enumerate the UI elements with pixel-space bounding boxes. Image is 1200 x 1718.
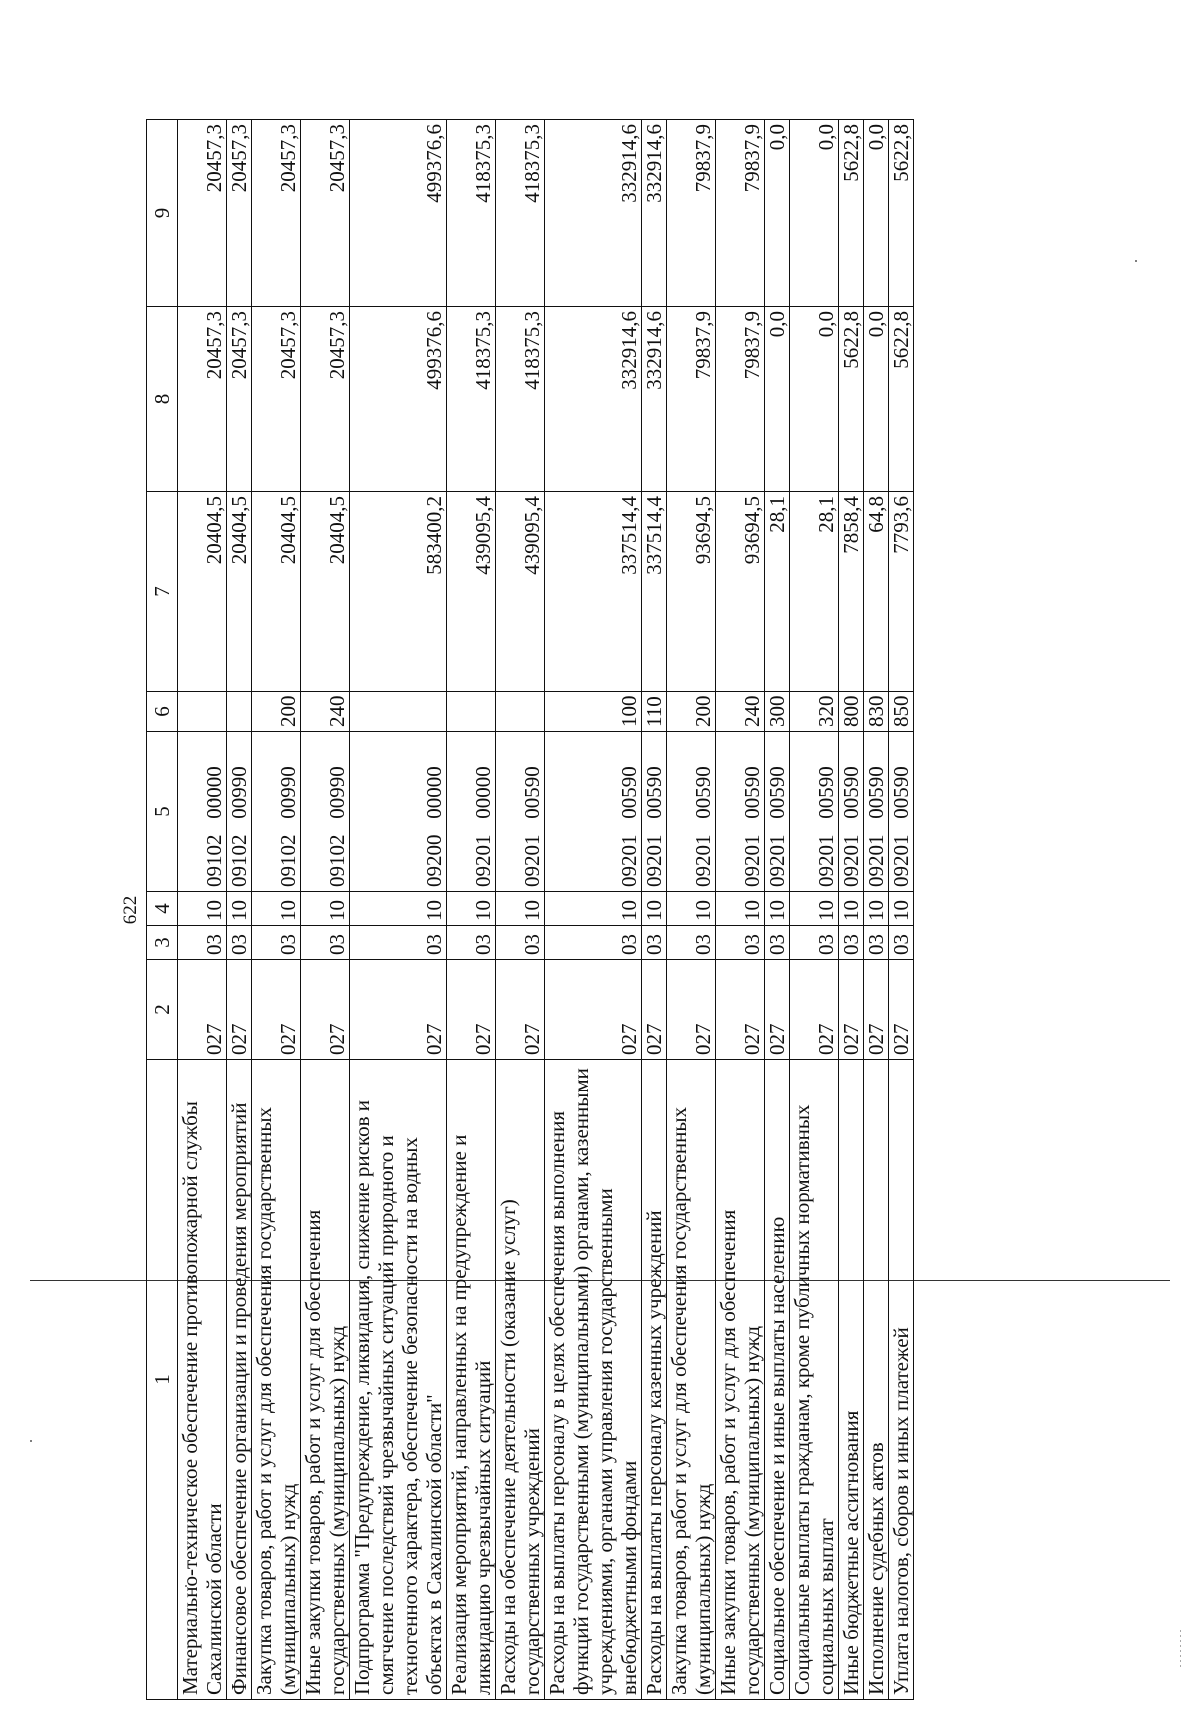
table-row xyxy=(350,120,447,1700)
col-7: 439095,4 xyxy=(447,492,496,692)
col-9: 20457,3 xyxy=(252,120,301,307)
header-cell: 2 xyxy=(147,960,178,1060)
col-4: 10 xyxy=(667,892,716,926)
col-4: 10 xyxy=(227,892,252,926)
col-9: 0,0 xyxy=(765,120,790,307)
row-name: Иные закупки товаров, работ и услуг для обеспечения государственных (муниципальных) нужд xyxy=(716,1060,765,1700)
col-4: 10 xyxy=(350,892,447,926)
budget-table xyxy=(146,119,914,1700)
row-name: Расходы на обеспечение деятельности (оказание услуг) государственных учреждений xyxy=(496,1060,545,1700)
col-5 xyxy=(252,732,301,892)
table-row xyxy=(301,120,350,1700)
col-3: 03 xyxy=(839,926,864,960)
row-name: Финансовое обеспечение организации и проведения мероприятий xyxy=(227,1060,252,1700)
col-2: 027 xyxy=(889,960,914,1060)
col-3: 03 xyxy=(864,926,889,960)
col-4: 10 xyxy=(496,892,545,926)
col-5 xyxy=(839,732,864,892)
row-name: Расходы на выплаты персоналу в целях обеспечения выполнения функций государственными (муниципальными) органами, казенными учреждениями, органами управления государственными внебюджетными фондами xyxy=(545,1060,642,1700)
col-4: 10 xyxy=(765,892,790,926)
col-5a: 09201 xyxy=(691,834,715,887)
col-2: 027 xyxy=(447,960,496,1060)
row-name: Социальное обеспечение и иные выплаты населению xyxy=(765,1060,790,1700)
col-9: 20457,3 xyxy=(227,120,252,307)
col-9: 79837,9 xyxy=(716,120,765,307)
col-7: 583400,2 xyxy=(350,492,447,692)
col-5a: 09102 xyxy=(227,834,251,887)
col-5 xyxy=(790,732,839,892)
col-3: 03 xyxy=(889,926,914,960)
col-2: 027 xyxy=(252,960,301,1060)
col-6 xyxy=(447,692,496,732)
col-6: 830 xyxy=(864,692,889,732)
col-6: 300 xyxy=(765,692,790,732)
col-5b: 00590 xyxy=(520,766,544,819)
col-3: 03 xyxy=(350,926,447,960)
row-name: Иные закупки товаров, работ и услуг для обеспечения государственных (муниципальных) нужд xyxy=(301,1060,350,1700)
col-6: 110 xyxy=(642,692,667,732)
col-8: 332914,6 xyxy=(545,307,642,492)
col-8: 332914,6 xyxy=(642,307,667,492)
row-name: Реализация мероприятий, направленных на предупреждение и ликвидацию чрезвычайных ситуаций xyxy=(447,1060,496,1700)
col-5b: 00590 xyxy=(740,766,764,819)
col-3: 03 xyxy=(642,926,667,960)
col-5b: 00590 xyxy=(864,766,888,819)
col-3: 03 xyxy=(496,926,545,960)
col-6: 800 xyxy=(839,692,864,732)
header-cell: 4 xyxy=(147,892,178,926)
col-7: 93694,5 xyxy=(667,492,716,692)
row-name: Подпрограмма "Предупреждение, ликвидация, снижение рисков и смягчение последствий чрезвычайных ситуаций природного и техногенного характера, обеспечение безопасности на водных объектах в Сахалинской области" xyxy=(350,1060,447,1700)
row-name: Уплата налогов, сборов и иных платежей xyxy=(889,1060,914,1700)
col-5b: 00590 xyxy=(765,766,789,819)
col-8: 5622,8 xyxy=(839,307,864,492)
table-row xyxy=(790,120,839,1700)
col-7: 20404,5 xyxy=(227,492,252,692)
col-5a: 09200 xyxy=(422,834,446,887)
col-5a: 09201 xyxy=(864,834,888,887)
header-cell: 7 xyxy=(147,492,178,692)
table-row xyxy=(252,120,301,1700)
col-4: 10 xyxy=(790,892,839,926)
col-4: 10 xyxy=(301,892,350,926)
col-4: 10 xyxy=(716,892,765,926)
col-5b: 00990 xyxy=(276,766,300,819)
row-name: Расходы на выплаты персоналу казенных учреждений xyxy=(642,1060,667,1700)
col-2: 027 xyxy=(545,960,642,1060)
table-row xyxy=(889,120,914,1700)
col-5a: 09102 xyxy=(325,834,349,887)
col-9: 0,0 xyxy=(790,120,839,307)
col-2: 027 xyxy=(350,960,447,1060)
col-5 xyxy=(642,732,667,892)
col-9: 418375,3 xyxy=(447,120,496,307)
col-7: 439095,4 xyxy=(496,492,545,692)
col-5b: 00590 xyxy=(839,766,863,819)
col-9: 20457,3 xyxy=(301,120,350,307)
table-row xyxy=(716,120,765,1700)
row-name: Закупка товаров, работ и услуг для обеспечения государственных (муниципальных) нужд xyxy=(667,1060,716,1700)
col-5b: 00990 xyxy=(325,766,349,819)
col-9: 5622,8 xyxy=(839,120,864,307)
table-row xyxy=(667,120,716,1700)
col-5 xyxy=(667,732,716,892)
col-4: 10 xyxy=(447,892,496,926)
col-3: 03 xyxy=(301,926,350,960)
header-cell: 3 xyxy=(147,926,178,960)
col-2: 027 xyxy=(227,960,252,1060)
col-8: 0,0 xyxy=(765,307,790,492)
col-2: 027 xyxy=(790,960,839,1060)
col-5 xyxy=(545,732,642,892)
col-5b: 00000 xyxy=(471,766,495,819)
col-5b: 00590 xyxy=(889,766,913,819)
row-name: Социальные выплаты гражданам, кроме публичных нормативных социальных выплат xyxy=(790,1060,839,1700)
col-2: 027 xyxy=(301,960,350,1060)
col-7: 93694,5 xyxy=(716,492,765,692)
table-row xyxy=(178,120,227,1700)
col-5 xyxy=(227,732,252,892)
col-7: 28,1 xyxy=(790,492,839,692)
col-6: 240 xyxy=(716,692,765,732)
col-5b: 00590 xyxy=(642,766,666,819)
col-8: 20457,3 xyxy=(301,307,350,492)
col-5 xyxy=(716,732,765,892)
header-cell: 1 xyxy=(147,1060,178,1700)
col-5a: 09102 xyxy=(202,834,226,887)
table-row xyxy=(496,120,545,1700)
col-5 xyxy=(496,732,545,892)
col-6: 240 xyxy=(301,692,350,732)
col-3: 03 xyxy=(790,926,839,960)
col-6: 320 xyxy=(790,692,839,732)
col-6 xyxy=(496,692,545,732)
col-5 xyxy=(350,732,447,892)
col-4: 10 xyxy=(252,892,301,926)
col-5b: 00990 xyxy=(227,766,251,819)
col-2: 027 xyxy=(667,960,716,1060)
col-5b: 00590 xyxy=(814,766,838,819)
col-6 xyxy=(178,692,227,732)
table-row xyxy=(642,120,667,1700)
col-7: 28,1 xyxy=(765,492,790,692)
col-6 xyxy=(350,692,447,732)
col-8: 79837,9 xyxy=(716,307,765,492)
col-5b: 00590 xyxy=(617,766,641,819)
col-8: 499376,6 xyxy=(350,307,447,492)
col-5 xyxy=(178,732,227,892)
col-3: 03 xyxy=(227,926,252,960)
col-8: 418375,3 xyxy=(447,307,496,492)
table-row xyxy=(839,120,864,1700)
col-3: 03 xyxy=(765,926,790,960)
col-4: 10 xyxy=(864,892,889,926)
col-5a: 09201 xyxy=(889,834,913,887)
row-name: Закупка товаров, работ и услуг для обеспечения государственных (муниципальных) нужд xyxy=(252,1060,301,1700)
col-8: 0,0 xyxy=(790,307,839,492)
col-6: 200 xyxy=(252,692,301,732)
col-8: 20457,3 xyxy=(227,307,252,492)
col-4: 10 xyxy=(642,892,667,926)
table-row xyxy=(545,120,642,1700)
col-4: 10 xyxy=(545,892,642,926)
col-2: 027 xyxy=(496,960,545,1060)
col-5a: 09201 xyxy=(471,834,495,887)
col-3: 03 xyxy=(252,926,301,960)
col-5 xyxy=(447,732,496,892)
col-5 xyxy=(889,732,914,892)
col-2: 027 xyxy=(642,960,667,1060)
col-8: 5622,8 xyxy=(889,307,914,492)
col-7: 337514,4 xyxy=(642,492,667,692)
col-5a: 09201 xyxy=(839,834,863,887)
col-7: 337514,4 xyxy=(545,492,642,692)
col-4: 10 xyxy=(839,892,864,926)
col-8: 20457,3 xyxy=(252,307,301,492)
col-9: 499376,6 xyxy=(350,120,447,307)
header-cell: 9 xyxy=(147,120,178,307)
col-6 xyxy=(227,692,252,732)
col-6: 850 xyxy=(889,692,914,732)
col-5a: 09201 xyxy=(740,834,764,887)
row-name: Материально-техническое обеспечение противопожарной службы Сахалинской области xyxy=(178,1060,227,1700)
page-number: 622 xyxy=(120,895,141,925)
table-row xyxy=(864,120,889,1700)
header-row xyxy=(147,120,178,1700)
col-7: 20404,5 xyxy=(178,492,227,692)
col-4: 10 xyxy=(178,892,227,926)
col-3: 03 xyxy=(716,926,765,960)
table-row xyxy=(447,120,496,1700)
col-8: 79837,9 xyxy=(667,307,716,492)
col-8: 20457,3 xyxy=(178,307,227,492)
col-9: 5622,8 xyxy=(889,120,914,307)
col-5 xyxy=(864,732,889,892)
col-3: 03 xyxy=(178,926,227,960)
header-cell: 5 xyxy=(147,732,178,892)
col-5a: 09201 xyxy=(617,834,641,887)
col-3: 03 xyxy=(447,926,496,960)
col-9: 20457,3 xyxy=(178,120,227,307)
col-9: 0,0 xyxy=(864,120,889,307)
header-cell: 6 xyxy=(147,692,178,732)
col-8: 0,0 xyxy=(864,307,889,492)
col-5b: 00590 xyxy=(691,766,715,819)
col-9: 332914,6 xyxy=(642,120,667,307)
col-2: 027 xyxy=(765,960,790,1060)
col-7: 20404,5 xyxy=(252,492,301,692)
col-2: 027 xyxy=(716,960,765,1060)
scan-dust xyxy=(30,1440,32,1442)
col-6: 200 xyxy=(667,692,716,732)
col-5a: 09201 xyxy=(642,834,666,887)
row-name: Иные бюджетные ассигнования xyxy=(839,1060,864,1700)
col-5 xyxy=(765,732,790,892)
table-row xyxy=(765,120,790,1700)
table-row xyxy=(227,120,252,1700)
col-7: 20404,5 xyxy=(301,492,350,692)
col-5a: 09102 xyxy=(276,834,300,887)
col-7: 64,8 xyxy=(864,492,889,692)
col-5 xyxy=(301,732,350,892)
col-5a: 09201 xyxy=(520,834,544,887)
col-6: 100 xyxy=(545,692,642,732)
col-9: 332914,6 xyxy=(545,120,642,307)
col-3: 03 xyxy=(667,926,716,960)
col-7: 7858,4 xyxy=(839,492,864,692)
header-cell: 8 xyxy=(147,307,178,492)
col-9: 418375,3 xyxy=(496,120,545,307)
row-name: Исполнение судебных актов xyxy=(864,1060,889,1700)
col-5a: 09201 xyxy=(814,834,838,887)
col-5b: 00000 xyxy=(202,766,226,819)
col-2: 027 xyxy=(178,960,227,1060)
rotated-page xyxy=(120,120,1200,1700)
col-5a: 09201 xyxy=(765,834,789,887)
col-4: 10 xyxy=(889,892,914,926)
col-3: 03 xyxy=(545,926,642,960)
col-2: 027 xyxy=(864,960,889,1060)
col-2: 027 xyxy=(839,960,864,1060)
col-9: 79837,9 xyxy=(667,120,716,307)
col-5b: 00000 xyxy=(422,766,446,819)
col-8: 418375,3 xyxy=(496,307,545,492)
col-7: 7793,6 xyxy=(889,492,914,692)
